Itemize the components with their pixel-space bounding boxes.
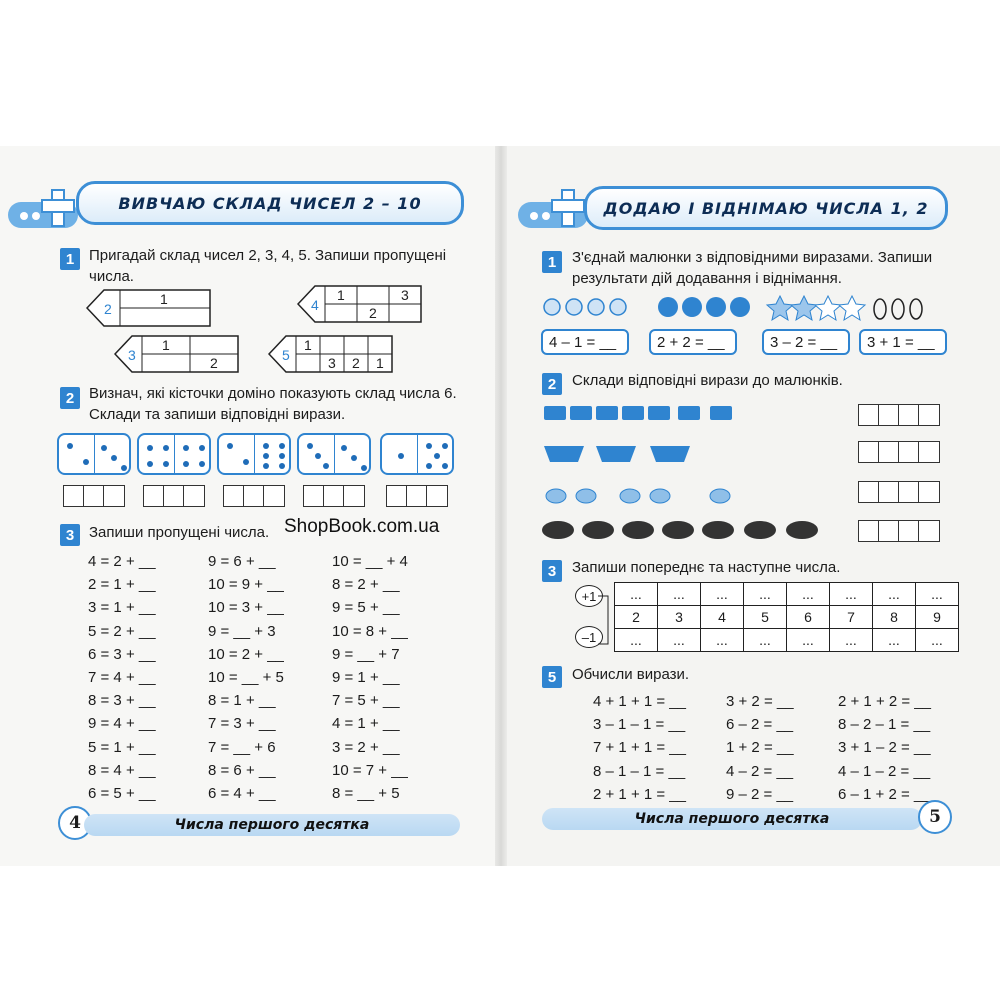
- pencil-cell: 1: [376, 355, 384, 371]
- sequence-row: [615, 606, 959, 629]
- expression-line: 1 + 2 = __: [726, 739, 794, 757]
- expression-line: 8 = 4 + __: [88, 761, 156, 779]
- expr-column-1: [88, 550, 156, 805]
- sequence-number: 2: [615, 606, 658, 629]
- expression-line: 10 = 8 + __: [332, 622, 408, 640]
- sequence-blank[interactable]: ...: [830, 629, 873, 652]
- domino-pip: [147, 445, 153, 451]
- answer-boxes[interactable]: [858, 520, 940, 542]
- sequence-table: [614, 582, 959, 652]
- expression-line: 10 = 7 + __: [332, 761, 408, 779]
- domino-pip: [351, 455, 357, 461]
- domino-pip: [279, 453, 285, 459]
- left-footer: [84, 814, 460, 836]
- pencil-cell: 2: [369, 305, 377, 321]
- expr-column-1: [593, 690, 686, 806]
- sequence-blank[interactable]: ...: [873, 629, 916, 652]
- watermark-text: ShopBook.com.ua: [284, 516, 440, 537]
- task-number-badge: 2: [60, 387, 80, 409]
- answer-boxes[interactable]: [858, 481, 940, 503]
- domino-pip: [442, 443, 448, 449]
- answer-boxes[interactable]: [303, 485, 365, 507]
- domino-pip: [434, 453, 440, 459]
- domino-half: [254, 435, 290, 473]
- expr-column-2: [208, 550, 284, 805]
- expression-line: 8 = 1 + __: [208, 692, 276, 710]
- expression-line: 4 – 1 – 2 = __: [838, 762, 931, 780]
- expression-line: 6 = 4 + __: [208, 785, 276, 803]
- task1-pictures: [540, 293, 950, 323]
- sequence-blank[interactable]: ...: [830, 583, 873, 606]
- domino-pip: [183, 445, 189, 451]
- domino-pip: [263, 443, 269, 449]
- pencil-tip-label: 2: [104, 301, 112, 317]
- task-number-badge: 5: [542, 666, 562, 688]
- domino-pip: [199, 445, 205, 451]
- expression-line: 9 = 6 + __: [208, 553, 276, 570]
- expr-column-2: [726, 690, 794, 806]
- domino-half: [59, 435, 94, 473]
- pencil-tip-label: 5: [282, 347, 290, 363]
- pencil-cell: 1: [162, 337, 170, 353]
- expression-line: 3 = 2 + __: [332, 738, 400, 756]
- expression-line: 7 = 3 + __: [208, 715, 276, 733]
- expression-line: 8 – 1 – 1 = __: [593, 762, 686, 780]
- expression-box[interactable]: 3 – 2 = __: [762, 329, 850, 355]
- task-2-text: Визнач, які кісточки доміно показують склад числа 6. Склади та запиши відповідні вирази.: [89, 385, 457, 423]
- expression-line: 7 = 5 + __: [332, 692, 400, 710]
- expression-line: 2 + 1 + 1 = __: [593, 785, 686, 803]
- sequence-blank[interactable]: ...: [744, 629, 787, 652]
- expr-column-3: [332, 550, 408, 805]
- domino-pip: [227, 443, 233, 449]
- expression-line: 6 – 2 = __: [726, 716, 794, 734]
- sequence-number: 9: [916, 606, 959, 629]
- expression-line: 6 = 5 + __: [88, 785, 156, 803]
- expression-box[interactable]: 2 + 2 = __: [649, 329, 737, 355]
- sequence-number: 6: [787, 606, 830, 629]
- expression-line: 10 = __ + 5: [208, 669, 284, 687]
- expression-line: 4 + 1 + 1 = __: [593, 693, 686, 710]
- sequence-number: 7: [830, 606, 873, 629]
- sequence-row: [615, 629, 959, 652]
- sequence-blank[interactable]: ...: [744, 583, 787, 606]
- answer-boxes[interactable]: [63, 485, 125, 507]
- left-header-title: ВИВЧАЮ СКЛАД ЧИСЕЛ 2 – 10: [118, 193, 422, 213]
- domino-pip: [361, 465, 367, 471]
- sequence-blank[interactable]: ...: [916, 583, 959, 606]
- sequence-number: 5: [744, 606, 787, 629]
- task-1-text: З'єднай малюнки з відповідними виразами. Запиши результати дій додавання і віднімання.: [572, 249, 933, 287]
- minus-one-label: –1: [575, 626, 603, 648]
- expression-line: 9 = 4 + __: [88, 715, 156, 733]
- plus-one-label: +1: [575, 585, 603, 607]
- sequence-blank[interactable]: ...: [658, 629, 701, 652]
- domino-pip: [279, 443, 285, 449]
- expression-line: 9 = __ + 3: [208, 622, 276, 640]
- expression-box[interactable]: 4 – 1 = __: [541, 329, 629, 355]
- expression-line: 8 = 3 + __: [88, 692, 156, 710]
- domino-half: [299, 435, 334, 473]
- expression-line: 2 = 1 + __: [88, 576, 156, 594]
- sequence-blank[interactable]: ...: [615, 583, 658, 606]
- domino-pip: [147, 461, 153, 467]
- domino-tile: [57, 433, 131, 475]
- expression-line: 3 – 1 – 1 = __: [593, 716, 686, 734]
- expression-line: 4 = 2 + __: [88, 553, 156, 570]
- domino-pip: [426, 463, 432, 469]
- domino-pip: [67, 443, 73, 449]
- task-1-text: Пригадай склад чисел 2, 3, 4, 5. Запиши пропущені числа.: [89, 247, 447, 285]
- expression-line: 9 = 5 + __: [332, 599, 400, 617]
- domino-pip: [315, 453, 321, 459]
- expression-line: 5 = 1 + __: [88, 738, 156, 756]
- page-number: 4: [58, 806, 92, 840]
- expression-line: 6 – 1 + 2 = __: [838, 785, 931, 803]
- domino-half: [139, 435, 174, 473]
- expression-line: 7 + 1 + 1 = __: [593, 739, 686, 757]
- expression-line: 2 + 1 + 2 = __: [838, 693, 931, 710]
- answer-boxes[interactable]: [223, 485, 285, 507]
- domino-pip: [183, 461, 189, 467]
- expr-column-3: [838, 690, 931, 806]
- expression-line: 10 = 3 + __: [208, 599, 284, 617]
- answer-boxes[interactable]: [858, 404, 940, 426]
- logo-icon: [518, 188, 592, 234]
- footer-title: Числа першого десятка: [174, 817, 370, 833]
- sequence-number: 8: [873, 606, 916, 629]
- domino-half: [94, 435, 130, 473]
- sequence-blank[interactable]: ...: [701, 583, 744, 606]
- domino-tile: [137, 433, 211, 475]
- left-header-banner: [76, 181, 464, 225]
- expression-line: 4 – 2 = __: [726, 762, 794, 780]
- expression-line: 3 + 2 = __: [726, 693, 794, 710]
- domino-pip: [307, 443, 313, 449]
- expression-line: 10 = __ + 4: [332, 553, 408, 570]
- domino-pip: [243, 459, 249, 465]
- task-number-badge: 3: [542, 560, 562, 582]
- answer-boxes[interactable]: [143, 485, 205, 507]
- domino-pip: [121, 465, 127, 471]
- expression-line: 9 – 2 = __: [726, 785, 794, 803]
- task-number-badge: 1: [542, 251, 562, 273]
- pencil-cell: 1: [304, 337, 312, 353]
- expression-line: 4 = 1 + __: [332, 715, 400, 733]
- expression-line: 3 = 1 + __: [88, 599, 156, 617]
- task-3-text: Запиши пропущені числа.: [89, 524, 270, 541]
- task-number-badge: 1: [60, 248, 80, 270]
- expression-line: 9 = 1 + __: [332, 669, 400, 687]
- pencil-cell: 1: [337, 287, 345, 303]
- pencil-tip-label: 3: [128, 347, 136, 363]
- expression-line: 5 = 2 + __: [88, 622, 156, 640]
- sequence-blank[interactable]: ...: [916, 629, 959, 652]
- domino-pip: [263, 453, 269, 459]
- sequence-number: 4: [701, 606, 744, 629]
- sequence-blank[interactable]: ...: [873, 583, 916, 606]
- domino-pip: [263, 463, 269, 469]
- expression-line: 3 + 1 – 2 = __: [838, 739, 931, 757]
- domino-half: [417, 435, 453, 473]
- pencil-number-2: [86, 288, 212, 328]
- sequence-blank[interactable]: ...: [787, 583, 830, 606]
- domino-pip: [341, 445, 347, 451]
- expression-line: 7 = __ + 6: [208, 738, 276, 756]
- pencil-cell: 3: [401, 287, 409, 303]
- sequence-row: [615, 583, 959, 606]
- page-number: 5: [918, 800, 952, 834]
- domino-pip: [426, 443, 432, 449]
- domino-tile: [297, 433, 371, 475]
- domino-tile: [217, 433, 291, 475]
- sequence-number: 3: [658, 606, 701, 629]
- pencil-cell: 2: [210, 355, 218, 371]
- pencil-number-4: [297, 284, 423, 324]
- expression-line: 10 = 2 + __: [208, 645, 284, 663]
- expression-line: 10 = 9 + __: [208, 576, 284, 594]
- sequence-blank[interactable]: ...: [787, 629, 830, 652]
- expression-box[interactable]: 3 + 1 = __: [859, 329, 947, 355]
- domino-pip: [323, 463, 329, 469]
- domino-half: [334, 435, 370, 473]
- domino-pip: [101, 445, 107, 451]
- task-number-badge: 3: [60, 524, 80, 546]
- sequence-blank[interactable]: ...: [701, 629, 744, 652]
- answer-boxes[interactable]: [858, 441, 940, 463]
- domino-tile: [380, 433, 454, 475]
- domino-pip: [163, 445, 169, 451]
- task2-pictures: [540, 398, 840, 550]
- book-spine: [495, 146, 507, 866]
- domino-pip: [199, 461, 205, 467]
- expression-line: 8 = 2 + __: [332, 576, 400, 594]
- right-footer: [542, 808, 922, 830]
- right-header-title: ДОДАЮ І ВІДНІМАЮ ЧИСЛА 1, 2: [603, 198, 929, 218]
- pencil-number-3: [114, 334, 240, 374]
- pencil-number-5: [268, 334, 394, 374]
- task-2-text: Склади відповідні вирази до малюнків.: [572, 372, 843, 389]
- pencil-cell: 1: [160, 291, 168, 307]
- expression-line: 8 – 2 – 1 = __: [838, 716, 931, 734]
- logo-icon: [8, 188, 82, 234]
- task-number-badge: 2: [542, 373, 562, 395]
- task-3-text: Запиши попереднє та наступне числа.: [572, 559, 841, 576]
- expression-line: 8 = __ + 5: [332, 785, 400, 803]
- domino-pip: [83, 459, 89, 465]
- right-header-banner: [584, 186, 948, 230]
- pencil-cell: 2: [352, 355, 360, 371]
- expression-line: 8 = 6 + __: [208, 761, 276, 779]
- domino-pip: [111, 455, 117, 461]
- domino-pip: [398, 453, 404, 459]
- domino-pip: [279, 463, 285, 469]
- expression-line: 6 = 3 + __: [88, 645, 156, 663]
- expression-line: 9 = __ + 7: [332, 645, 400, 663]
- domino-pip: [442, 463, 448, 469]
- domino-half: [174, 435, 210, 473]
- domino-half: [219, 435, 254, 473]
- domino-pip: [163, 461, 169, 467]
- domino-half: [382, 435, 417, 473]
- task-5-text: Обчисли вирази.: [572, 666, 690, 683]
- footer-title: Числа першого десятка: [634, 811, 830, 827]
- sequence-blank[interactable]: ...: [615, 629, 658, 652]
- sequence-blank[interactable]: ...: [658, 583, 701, 606]
- pencil-tip-label: 4: [311, 297, 319, 313]
- pencil-cell: 3: [328, 355, 336, 371]
- answer-boxes[interactable]: [386, 485, 448, 507]
- expression-line: 7 = 4 + __: [88, 669, 156, 687]
